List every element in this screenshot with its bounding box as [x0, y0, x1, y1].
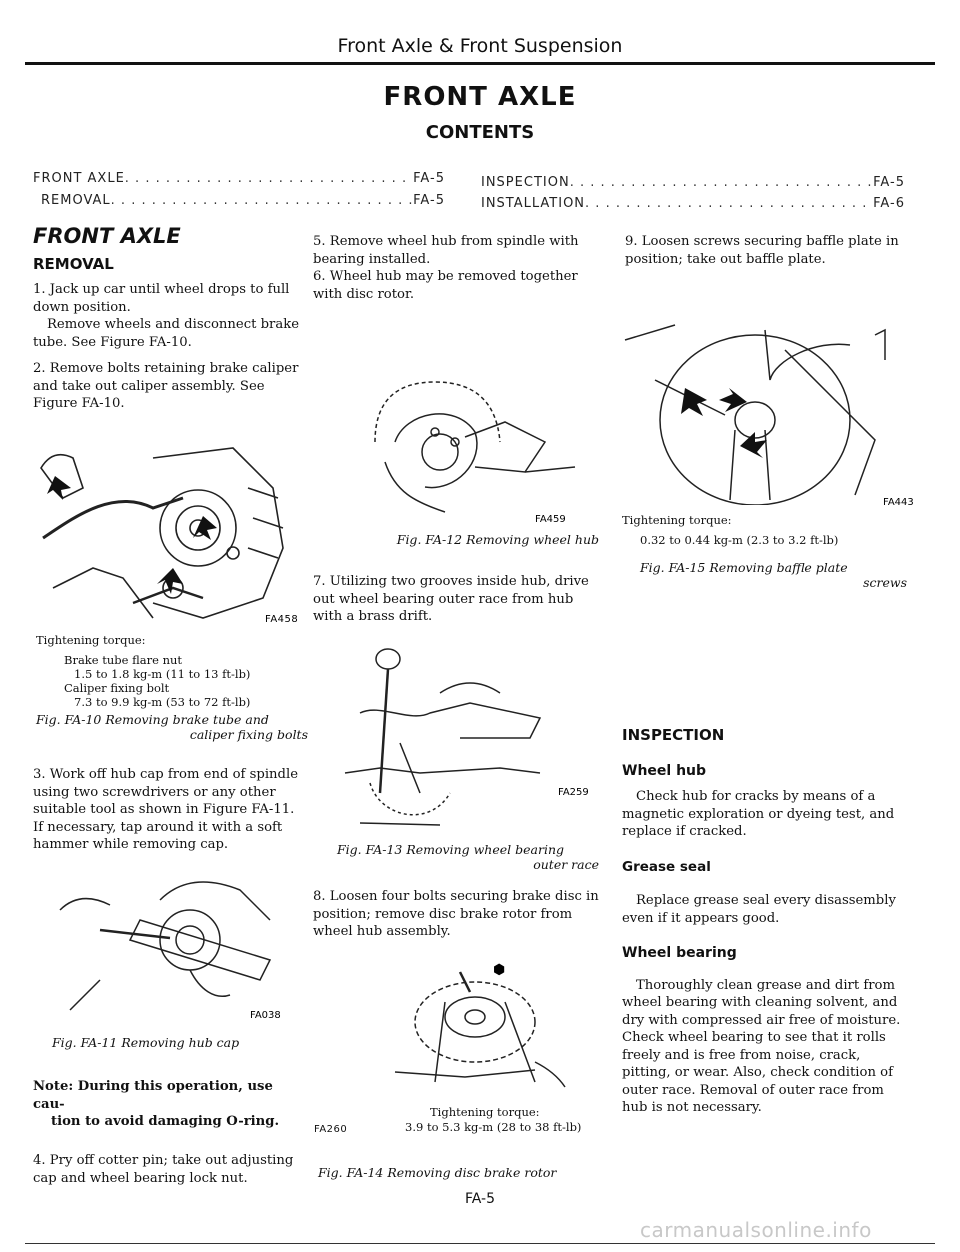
figure-fa15-code: FA443: [883, 497, 914, 505]
step-9: 9. Loosen screws securing baffle plate in position; take out baffle plate.: [625, 234, 899, 267]
step-2: 2. Remove bolts retaining brake caliper and take out caliper assembly. See Figure FA-10.: [33, 361, 299, 411]
step-7: 7. Utilizing two grooves inside hub, drive out wheel bearing outer race from hub with a brass drift.: [313, 574, 589, 624]
toc-page: FA-5: [873, 175, 905, 190]
contents-title: CONTENTS: [425, 122, 535, 143]
toc-page: FA-5: [413, 171, 445, 186]
figure-fa15-caption: [622, 560, 907, 590]
step-4: 4. Pry off cotter pin; take out adjusting cap and wheel bearing lock nut.: [33, 1153, 294, 1186]
step-5: 5. Remove wheel hub from spindle with bearing installed.: [313, 234, 579, 267]
step-6: 6. Wheel hub may be removed together with disc rotor.: [313, 269, 578, 302]
torque-value-2: 7.3 to 9.9 kg-m (53 to 72 ft-lb): [74, 695, 251, 709]
step-8-block: [313, 888, 603, 950]
caption-line-1: Fig. FA-15 Removing baffle plate: [640, 560, 848, 575]
toc-entry[interactable]: [481, 196, 905, 211]
caption-line-2: outer race: [533, 857, 599, 872]
note-line-2: tion to avoid damaging O-ring.: [51, 1114, 280, 1129]
column-left: [33, 224, 305, 422]
step-3-block: [33, 766, 305, 863]
header-rule: [25, 62, 935, 65]
toc-label: FRONT AXLE: [33, 171, 125, 186]
page-title: FRONT AXLE: [383, 82, 577, 112]
figure-fa13-code: FA259: [558, 787, 589, 798]
figure-fa12-code: FA459: [535, 514, 566, 525]
heading-wheel-bearing: Wheel bearing: [622, 945, 737, 961]
page-header: Front Axle & Front Suspension: [337, 35, 623, 57]
torque-item-1: Brake tube flare nut: [64, 653, 183, 667]
page-number: FA-5: [465, 1191, 495, 1207]
step-8: 8. Loosen four bolts securing brake disc in position; remove disc brake rotor from wheel hub assembly.: [313, 889, 599, 939]
torque-title: Tightening torque:: [622, 513, 732, 527]
figure-fa10-torque: [36, 633, 306, 709]
note-line-1: Note: During this operation, use cau-: [33, 1079, 273, 1112]
figure-fa10-caption: [36, 712, 308, 742]
figure-fa15-illustration: [615, 320, 915, 505]
text-wheel-bearing: Thoroughly clean grease and dirt from wheel bearing with cleaning solvent, and dry with compressed air free of moisture. Check wheel bearing to see that it rolls freely and is free from noise, crack, pitting, or wear. Also, check condition of outer race. Removal of outer race from hub is not necessary.: [622, 977, 901, 1115]
step-1: 1. Jack up car until wheel drops to full down position.: [33, 282, 290, 315]
text-wheel-hub: Check hub for cracks by means of a magnetic exploration or dyeing test, and replace if cracked.: [622, 789, 895, 839]
heading-wheel-hub: Wheel hub: [622, 762, 707, 779]
toc-label: REMOVAL: [41, 193, 111, 208]
hex-nut-icon: ⬢: [493, 962, 506, 978]
watermark: carmanualsonline.info: [640, 1218, 872, 1242]
toc-label: INSPECTION: [481, 175, 570, 190]
step-4-block: [33, 1152, 305, 1196]
inspection-section: [622, 727, 908, 1126]
figure-fa11-caption: Fig. FA-11 Removing hub cap: [52, 1035, 240, 1050]
torque-value: 0.32 to 0.44 kg-m (2.3 to 3.2 ft-lb): [640, 533, 839, 547]
caption-line-2: caliper fixing bolts: [189, 727, 308, 742]
step-3: 3. Work off hub cap from end of spindle using two screwdrivers or any other suitable tool as shown in Figure FA-11. If necessary, tap around it with a soft hammer while removing cap.: [33, 767, 299, 852]
section-heading-front-axle: FRONT AXLE: [33, 224, 181, 248]
figure-fa14-caption: Fig. FA-14 Removing disc brake rotor: [318, 1165, 557, 1180]
caption-line-1: Fig. FA-13 Removing wheel bearing: [337, 842, 565, 857]
figure-fa12-caption: Fig. FA-12 Removing wheel hub: [396, 532, 599, 547]
figure-fa12-illustration: [345, 362, 600, 527]
toc-entry[interactable]: [33, 171, 445, 186]
section-heading-inspection: INSPECTION: [622, 726, 725, 744]
figure-fa15-torque: [622, 513, 912, 547]
step-7-block: [313, 573, 603, 635]
figure-fa14-illustration: [335, 962, 600, 1092]
figure-fa14-torque-title: Tightening torque:: [430, 1105, 540, 1119]
column-middle: [313, 233, 603, 312]
column-right: [625, 233, 910, 277]
toc-page: FA-5: [413, 193, 445, 208]
heading-grease-seal: Grease seal: [622, 858, 711, 875]
footer-rule: [25, 1243, 935, 1244]
toc-entry[interactable]: [481, 175, 905, 190]
torque-item-2: Caliper fixing bolt: [64, 681, 170, 695]
toc-page: FA-6: [873, 196, 905, 211]
figure-fa13-caption: [337, 842, 599, 872]
subsection-heading-removal: REMOVAL: [33, 254, 114, 273]
note-block: [33, 1078, 305, 1131]
figure-fa14-torque: 3.9 to 5.3 kg-m (28 to 38 ft-lb): [405, 1120, 582, 1134]
figure-fa10-code: FA458: [265, 614, 299, 625]
figure-fa11-code: FA038: [250, 1010, 281, 1020]
torque-title: Tightening torque:: [36, 633, 146, 647]
toc-entry[interactable]: [41, 193, 445, 208]
toc-label: INSTALLATION: [481, 196, 586, 211]
figure-fa13-illustration: [340, 643, 602, 831]
figure-fa11-illustration: [40, 860, 308, 1020]
torque-value-1: 1.5 to 1.8 kg-m (11 to 13 ft-lb): [74, 667, 251, 681]
caption-line-2: screws: [863, 575, 907, 590]
figure-fa14-code: FA260: [314, 1124, 348, 1135]
figure-fa10-illustration: [33, 428, 308, 628]
caption-line-1: Fig. FA-10 Removing brake tube and: [36, 712, 269, 727]
step-1-detail: Remove wheels and disconnect brake tube. See Figure FA-10.: [33, 317, 300, 350]
text-grease-seal: Replace grease seal every disassembly even if it appears good.: [622, 893, 896, 926]
